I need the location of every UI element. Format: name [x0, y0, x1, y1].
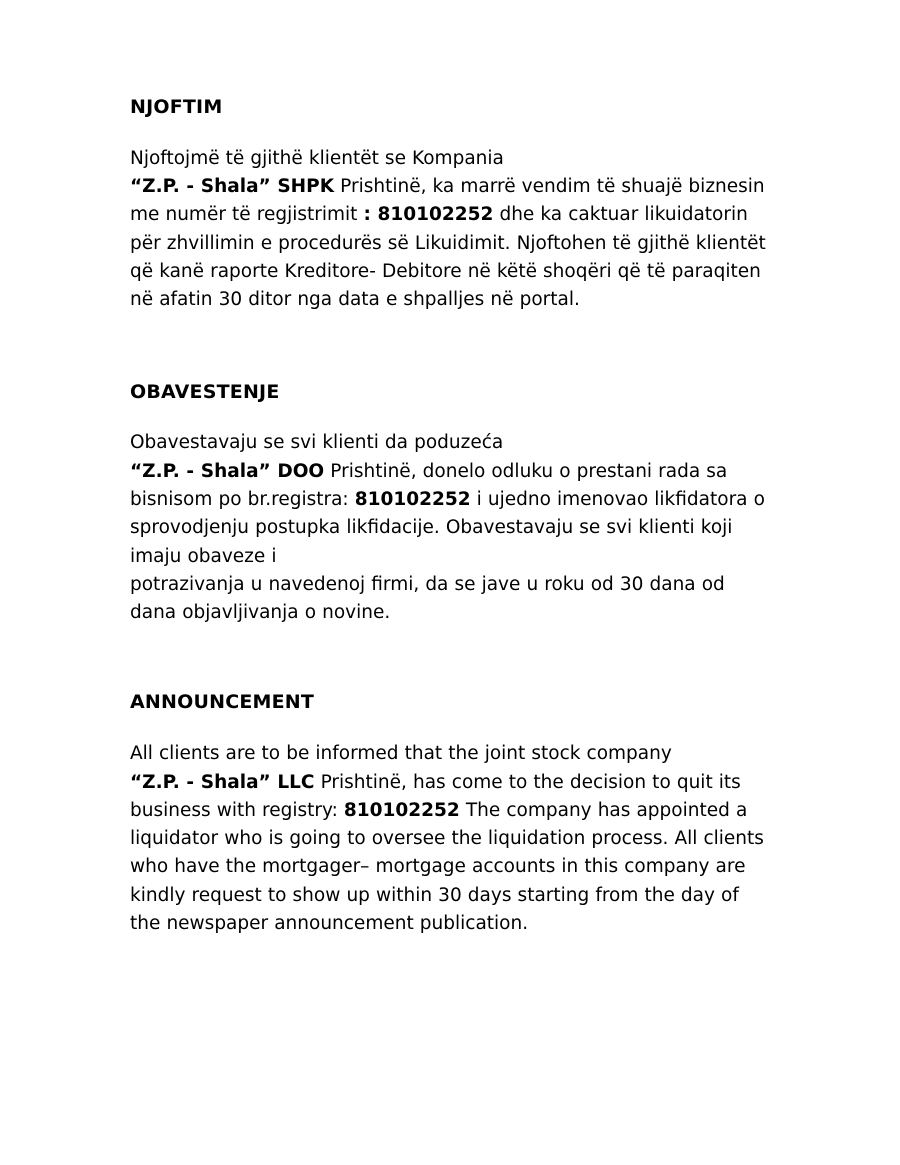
obavestenje-registry: 810102252 — [354, 488, 471, 510]
heading-njoftim: NJOFTIM — [130, 96, 223, 118]
announcement-mid: Prishtinë, has come to the decision to quit its business with registry: — [130, 771, 741, 821]
section-spacer-1 — [130, 315, 770, 381]
section-obavestenje — [130, 381, 770, 628]
obavestenje-line1: Obavestavaju se svi klienti da poduzeća — [130, 432, 504, 454]
obavestenje-tail: i ujedno imenovao likfidatora o sprovodjenju postupka likfidacije. Obavestavaju se svi klienti koji imaju obaveze i — [130, 488, 765, 567]
njoftim-company: “Z.P. - Shala” SHPK — [130, 176, 335, 198]
obavestenje-mid: Prishtinë, donelo odluku o prestani rada sa bisnisom po br.registra: — [130, 460, 728, 510]
njoftim-tail: dhe ka caktuar likuidatorin për zhvillimin e procedurës së Likuidimit. Njoftohen të gjithë klientët që kanë raporte Kreditore- Debitore në këtë shoqëri që të paraqiten në afatin 30 ditor nga data e shpalljes në portal. — [130, 204, 766, 311]
heading-announcement: ANNOUNCEMENT — [130, 691, 315, 714]
announcement-company: “Z.P. - Shala” LLC — [130, 771, 315, 793]
njoftim-registry: : 810102252 — [363, 204, 494, 226]
announcement-tail: The company has appointed a liquidator who is going to oversee the liquidation process. All clients who have the mortgager– mortgage accounts in this company are kindly request to show up within 30 days starting from the day of the newspaper announcement publication. — [130, 799, 764, 935]
paragraph-obavestenje — [130, 429, 770, 627]
section-njoftim — [130, 96, 770, 315]
announcement-registry: 810102252 — [343, 799, 460, 821]
section-announcement — [130, 691, 770, 938]
paragraph-njoftim — [130, 145, 770, 315]
njoftim-line1: Njoftojmë të gjithë klientët se Kompania — [130, 147, 504, 169]
njoftim-mid: Prishtinë, ka marrë vendim të shuajë biznesin me numër të regjistrimit — [130, 176, 765, 226]
obavestenje-lastline: potrazivanja u navedenoj firmi, da se jave u roku od 30 dana od dana objavljivanja o novine. — [130, 573, 725, 624]
announcement-line1: All clients are to be informed that the joint stock company — [130, 743, 672, 765]
paragraph-announcement — [130, 740, 770, 938]
section-spacer-2 — [130, 627, 770, 691]
heading-obavestenje: OBAVESTENJE — [130, 380, 280, 403]
obavestenje-company: “Z.P. - Shala” DOO — [130, 460, 325, 482]
